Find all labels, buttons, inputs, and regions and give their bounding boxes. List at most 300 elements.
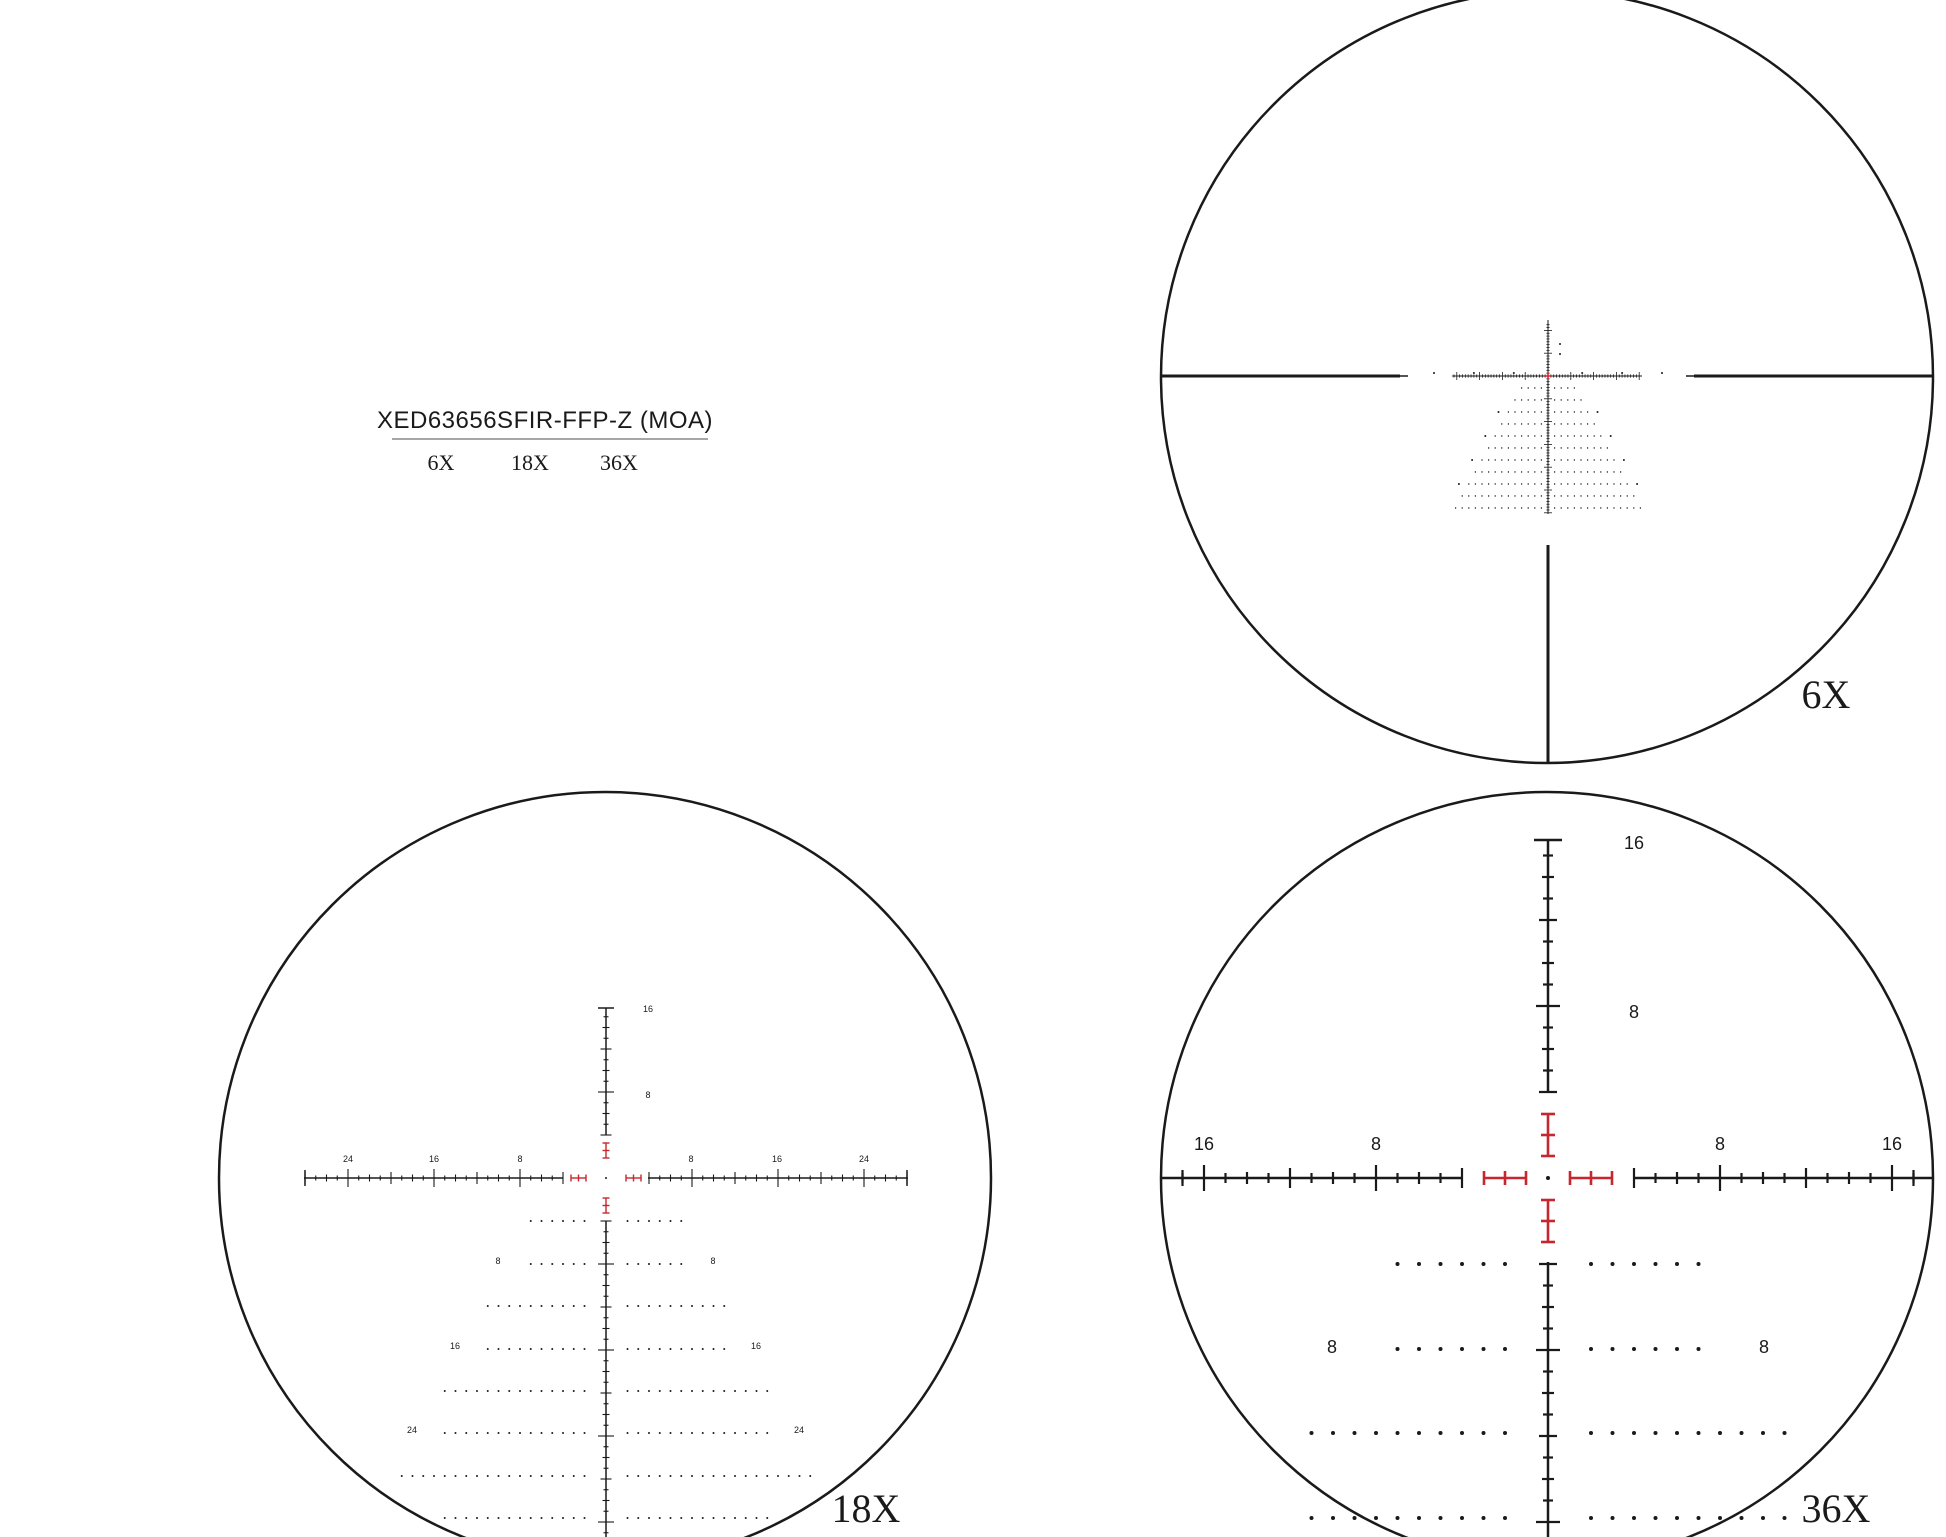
holdover-dot-18x [433,1475,435,1477]
holdover-dot-36x [1482,1516,1486,1520]
holdover-dot-18x [648,1432,650,1434]
v-num-36x: 16 [1623,833,1645,853]
row-marker-6x [1597,411,1599,413]
holdover-dot-18x [530,1390,532,1392]
holdover-dot-36x [1740,1431,1744,1435]
side-num-36x: 8 [1758,1337,1770,1357]
holdover-dot-18x [659,1305,661,1307]
reticle-view-36x [1161,792,1933,1537]
holdover-dot-6x [1567,471,1568,472]
holdover-dot-6x [1508,495,1509,496]
row-marker-6x [1623,459,1625,461]
holdover-dot-6x [1541,471,1542,472]
holdover-dot-18x [541,1305,543,1307]
holdover-dot-18x [691,1475,693,1477]
holdover-dot-6x [1514,399,1515,400]
holdover-dot-18x [766,1475,768,1477]
holdover-dot-18x [519,1348,521,1350]
holdover-dot-6x [1521,447,1522,448]
holdover-dot-6x [1514,447,1515,448]
holdover-dot-18x [691,1517,693,1519]
holdover-dot-6x [1554,495,1555,496]
holdover-dot-6x [1514,435,1515,436]
holdover-dot-6x [1607,447,1608,448]
holdover-dot-6x [1514,495,1515,496]
holdover-dot-18x [745,1390,747,1392]
holdover-dot-6x [1580,459,1581,460]
holdover-dot-18x [476,1517,478,1519]
holdover-dot-6x [1514,471,1515,472]
holdover-dot-18x [508,1305,510,1307]
holdover-dot-36x [1417,1347,1421,1351]
holdover-dot-6x [1561,411,1562,412]
holdover-dot-18x [627,1348,629,1350]
holdover-dot-6x [1488,471,1489,472]
holdover-dot-18x [584,1263,586,1265]
holdover-dot-6x [1594,447,1595,448]
holdover-dot-6x [1541,423,1542,424]
holdover-dot-6x [1534,471,1535,472]
holdover-dot-18x [562,1220,564,1222]
holdover-dot-6x [1574,399,1575,400]
holdover-dot-18x [702,1390,704,1392]
holdover-dot-6x [1475,507,1476,508]
crosshair-36x [1162,840,1932,1537]
holdover-dot-18x [508,1390,510,1392]
holdover-dot-6x [1488,495,1489,496]
holdover-dot-18x [551,1263,553,1265]
holdover-dot-6x [1501,435,1502,436]
holdover-dot-18x [670,1305,672,1307]
holdover-dot-6x [1574,447,1575,448]
holdover-dot-18x [659,1432,661,1434]
holdover-dot-36x [1503,1262,1507,1266]
legend [377,407,713,475]
holdover-dot-6x [1462,507,1463,508]
row-marker-6x [1498,411,1500,413]
holdover-dot-6x [1600,483,1601,484]
holdover-dot-18x [498,1432,500,1434]
holdover-dot-6x [1521,399,1522,400]
holdover-dot-6x [1574,423,1575,424]
holdover-dot-6x [1541,387,1542,388]
holdover-dot-18x [455,1390,457,1392]
holdover-dot-6x [1534,447,1535,448]
holdover-dot-6x [1561,399,1562,400]
holdover-dot-18x [573,1475,575,1477]
holdover-dot-6x [1521,507,1522,508]
holdover-dot-18x [713,1348,715,1350]
holdover-dot-6x [1587,471,1588,472]
holdover-dot-6x [1481,459,1482,460]
holdover-dot-18x [562,1475,564,1477]
holdover-dot-6x [1574,483,1575,484]
holdover-dot-6x [1481,507,1482,508]
holdover-dot-18x [702,1305,704,1307]
holdover-dot-18x [487,1517,489,1519]
h-num-36x: 8 [1714,1134,1726,1154]
h-num-18x: 24 [858,1154,870,1164]
holdover-dot-18x [756,1475,758,1477]
holdover-dot-18x [455,1475,457,1477]
holdover-dot-6x [1541,399,1542,400]
holdover-dot-18x [756,1517,758,1519]
view-label-36x: 36X [1801,1486,1871,1531]
holdover-dot-6x [1488,447,1489,448]
holdover-dot-36x [1718,1516,1722,1520]
holdover-dot-6x [1640,507,1641,508]
holdover-dot-6x [1594,459,1595,460]
holdover-dot-18x [659,1517,661,1519]
holdover-dot-18x [562,1263,564,1265]
holdover-dot-6x [1528,447,1529,448]
holdover-dot-18x [573,1220,575,1222]
holdover-dot-6x [1554,399,1555,400]
holdover-dot-6x [1580,435,1581,436]
holdover-dot-6x [1627,507,1628,508]
holdover-dot-36x [1632,1431,1636,1435]
holdover-dot-6x [1508,507,1509,508]
holdover-dot-6x [1462,495,1463,496]
holdover-dot-18x [422,1475,424,1477]
holdover-dot-18x [530,1348,532,1350]
holdover-dot-6x [1574,507,1575,508]
holdover-dot-6x [1574,495,1575,496]
holdover-dot-6x [1594,471,1595,472]
holdover-dot-6x [1554,387,1555,388]
holdover-dot-6x [1508,411,1509,412]
holdover-dot-18x [670,1432,672,1434]
holdover-dot-6x [1561,483,1562,484]
holdover-dot-18x [530,1305,532,1307]
holdover-dot-6x [1495,471,1496,472]
holdover-dot-6x [1587,459,1588,460]
row-marker-6x [1484,435,1486,437]
holdover-dot-36x [1417,1516,1421,1520]
holdover-dot-18x [541,1517,543,1519]
holdover-dot-18x [637,1390,639,1392]
holdover-dot-18x [723,1305,725,1307]
red-center-dot-36x [1546,1176,1550,1180]
holdover-dot-18x [541,1475,543,1477]
holdover-dot-36x [1417,1262,1421,1266]
holdover-dot-6x [1587,447,1588,448]
holdover-dot-36x [1396,1431,1400,1435]
holdover-dot-18x [809,1475,811,1477]
holdover-dot-18x [541,1432,543,1434]
side-num-36x: 8 [1326,1337,1338,1357]
holdover-dot-18x [551,1475,553,1477]
holdover-dot-18x [691,1390,693,1392]
holdover-dot-6x [1528,387,1529,388]
holdover-dot-18x [680,1220,682,1222]
holdover-dot-6x [1554,483,1555,484]
holdover-dot-18x [519,1475,521,1477]
holdover-dot-18x [541,1390,543,1392]
holdover-dot-6x [1475,483,1476,484]
holdover-dot-18x [573,1390,575,1392]
legend-mag-6x: 6X [427,450,455,475]
holdover-dot-18x [573,1517,575,1519]
holdover-dot-36x [1675,1516,1679,1520]
holdover-dot-36x [1589,1347,1593,1351]
holdover-dot-36x [1439,1347,1443,1351]
holdover-dot-18x [659,1390,661,1392]
holdover-dot-18x [508,1432,510,1434]
holdover-dot-18x [627,1517,629,1519]
holdover-dot-18x [551,1517,553,1519]
numeral-mark-6x [1581,372,1583,374]
holdover-dot-6x [1567,387,1568,388]
holdover-dot-36x [1611,1262,1615,1266]
numeral-mark-6x [1433,372,1435,374]
holdover-dot-18x [551,1220,553,1222]
holdover-dot-18x [530,1517,532,1519]
numeral-mark-6x [1473,372,1475,374]
holdover-dot-6x [1613,471,1614,472]
holdover-dot-36x [1611,1431,1615,1435]
holdover-dot-36x [1654,1347,1658,1351]
holdover-dot-6x [1541,483,1542,484]
side-num-18x: 8 [710,1256,716,1266]
holdover-dot-36x [1783,1516,1787,1520]
holdover-dot-36x [1460,1516,1464,1520]
holdover-dot-6x [1541,447,1542,448]
holdover-dot-36x [1654,1516,1658,1520]
holdover-dot-18x [551,1432,553,1434]
holdover-dot-36x [1310,1516,1314,1520]
holdover-dot-6x [1554,459,1555,460]
holdover-dot-36x [1697,1516,1701,1520]
holdover-dot-18x [498,1390,500,1392]
holdover-dot-18x [691,1432,693,1434]
holdover-dot-18x [455,1432,457,1434]
holdover-dot-6x [1521,411,1522,412]
holdover-dot-36x [1654,1262,1658,1266]
holdover-dot-36x [1632,1516,1636,1520]
holdover-dot-6x [1600,447,1601,448]
holdover-dot-18x [627,1305,629,1307]
holdover-dot-36x [1675,1262,1679,1266]
h-num-18x: 16 [428,1154,440,1164]
holdover-dot-6x [1501,507,1502,508]
holdover-dot-18x [562,1432,564,1434]
holdover-dot-18x [627,1475,629,1477]
numeral-mark-6x [1661,372,1663,374]
h-num-18x: 24 [342,1154,354,1164]
holdover-dot-6x [1567,459,1568,460]
holdover-dot-6x [1561,471,1562,472]
side-num-18x: 8 [495,1256,501,1266]
holdover-dot-18x [508,1348,510,1350]
holdover-dot-6x [1587,507,1588,508]
holdover-dot-18x [498,1348,500,1350]
holdover-dot-6x [1534,411,1535,412]
holdover-dot-18x [487,1432,489,1434]
holdover-dot-6x [1521,423,1522,424]
holdover-dot-18x [745,1517,747,1519]
holdover-dot-18x [680,1432,682,1434]
holdover-dot-6x [1508,423,1509,424]
holdover-dot-18x [584,1305,586,1307]
holdover-dot-18x [487,1475,489,1477]
holdover-dot-18x [573,1305,575,1307]
side-num-18x: 24 [793,1425,805,1435]
holdover-dot-6x [1475,471,1476,472]
holdover-dot-6x [1495,435,1496,436]
model-title: XED63656SFIR-FFP-Z (MOA) [376,407,714,434]
holdover-dot-18x [498,1305,500,1307]
holdover-dot-18x [734,1475,736,1477]
holdover-dot-6x [1508,459,1509,460]
holdover-dot-18x [584,1348,586,1350]
holdover-dot-36x [1589,1516,1593,1520]
holdover-dot-36x [1589,1262,1593,1266]
holdover-dot-6x [1580,411,1581,412]
holdover-dot-18x [573,1432,575,1434]
holdover-dot-6x [1481,495,1482,496]
holdover-dot-6x [1600,435,1601,436]
holdover-dot-18x [637,1348,639,1350]
reticle-view-6x [1161,0,1933,763]
holdover-dot-6x [1627,495,1628,496]
holdover-dot-6x [1561,435,1562,436]
holdover-dot-6x [1580,423,1581,424]
holdover-dot-36x [1396,1262,1400,1266]
holdover-dot-36x [1417,1431,1421,1435]
holdover-dot-6x [1514,507,1515,508]
holdover-dot-36x [1589,1431,1593,1435]
holdover-dot-6x [1541,411,1542,412]
holdover-dot-36x [1374,1431,1378,1435]
holdover-dot-18x [691,1305,693,1307]
holdover-dot-18x [734,1432,736,1434]
holdover-dot-6x [1521,495,1522,496]
holdover-dot-18x [680,1305,682,1307]
holdover-dot-6x [1554,471,1555,472]
holdover-dot-6x [1633,507,1634,508]
holdover-dot-18x [637,1432,639,1434]
holdover-dot-18x [734,1517,736,1519]
holdover-dot-36x [1503,1347,1507,1351]
holdover-dot-6x [1534,435,1535,436]
holdover-dot-6x [1620,507,1621,508]
holdover-dot-6x [1508,483,1509,484]
holdover-dot-6x [1594,435,1595,436]
holdover-dot-18x [756,1390,758,1392]
holdover-dot-18x [573,1263,575,1265]
row-marker-6x [1610,435,1612,437]
holdover-dot-18x [680,1348,682,1350]
holdover-dot-18x [541,1348,543,1350]
holdover-dot-6x [1580,495,1581,496]
holdover-dot-6x [1561,459,1562,460]
holdover-dot-6x [1468,495,1469,496]
holdover-dot-36x [1310,1431,1314,1435]
holdover-dot-18x [541,1263,543,1265]
holdover-dot-6x [1501,495,1502,496]
holdover-dot-18x [584,1390,586,1392]
view-label-18x: 18X [831,1486,901,1531]
holdover-dot-6x [1528,435,1529,436]
holdover-dot-36x [1740,1516,1744,1520]
holdover-dot-18x [498,1517,500,1519]
holdover-dot-18x [766,1390,768,1392]
holdover-dot-18x [670,1390,672,1392]
holdover-dot-6x [1528,399,1529,400]
holdover-dot-18x [551,1390,553,1392]
holdover-dot-36x [1460,1431,1464,1435]
h-num-18x: 8 [517,1154,523,1164]
holdover-dot-6x [1574,459,1575,460]
holdover-dot-6x [1574,411,1575,412]
holdover-dot-18x [530,1263,532,1265]
holdover-dot-6x [1481,471,1482,472]
holdover-dot-6x [1607,495,1608,496]
holdover-dot-18x [745,1475,747,1477]
holdover-dot-18x [562,1517,564,1519]
holdover-dot-36x [1331,1431,1335,1435]
tick-marks-6x [1433,325,1663,513]
holdover-dot-6x [1554,435,1555,436]
holdover-dot-6x [1501,459,1502,460]
holdover-dot-36x [1611,1516,1615,1520]
holdover-dot-18x [476,1475,478,1477]
holdover-dot-6x [1528,459,1529,460]
h-num-36x: 8 [1370,1134,1382,1154]
holdover-dot-36x [1654,1431,1658,1435]
holdover-dot-18x [702,1475,704,1477]
red-center-dot-18x [605,1177,607,1179]
holdover-dot-6x [1607,483,1608,484]
holdover-dot-6x [1580,447,1581,448]
holdover-dot-6x [1534,399,1535,400]
holdover-dot-36x [1439,1516,1443,1520]
holdover-dot-6x [1468,507,1469,508]
holdover-dot-18x [444,1432,446,1434]
holdover-dot-18x [498,1475,500,1477]
holdover-dot-36x [1374,1516,1378,1520]
holdover-dot-6x [1587,411,1588,412]
holdover-dot-18x [648,1475,650,1477]
holdover-dot-18x [756,1432,758,1434]
holdover-dot-36x [1632,1262,1636,1266]
holdover-dot-6x [1534,423,1535,424]
holdover-dot-18x [476,1432,478,1434]
holdover-dot-6x [1534,387,1535,388]
holdover-dot-36x [1697,1347,1701,1351]
holdover-dot-36x [1482,1431,1486,1435]
center-red-36x [1484,1114,1612,1242]
crosshair-18x [304,1008,908,1537]
holdover-dot-6x [1541,507,1542,508]
holdover-dot-6x [1541,459,1542,460]
holdover-dot-36x [1761,1516,1765,1520]
holdover-dot-6x [1613,507,1614,508]
holdover-dot-18x [508,1475,510,1477]
holdover-dot-6x [1561,495,1562,496]
v-num-18x: 16 [642,1004,654,1014]
holdover-dot-18x [637,1517,639,1519]
holdover-dot-18x [627,1390,629,1392]
holdover-dot-6x [1514,483,1515,484]
holdover-dot-36x [1718,1431,1722,1435]
holdover-dot-18x [680,1263,682,1265]
holdover-dot-18x [541,1220,543,1222]
holdover-dot-6x [1534,495,1535,496]
holdover-dot-6x [1633,495,1634,496]
holdover-dot-18x [659,1475,661,1477]
